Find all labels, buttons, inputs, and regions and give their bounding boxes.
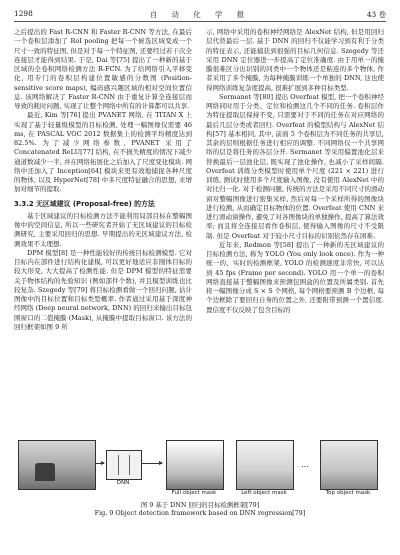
dnn-label: DNN [116, 480, 130, 486]
left-object-mask-image [236, 440, 294, 490]
top-object-mask-label: Top object mask [325, 490, 371, 496]
volume-label: 43 卷 [366, 10, 386, 19]
left-paragraph-1: 之后提出的 Fast R-CNN 和 Faster R-CNN 等方法, 在最后一个卷积层添加了 RoI pooling 把每一个候选区域变成一个尺寸一致的特征图, 但是对于每一个特征图, 还要经过若干次全连接层才能得到结果. 于是, Dai 等[75] 提出了一种新的基于区域的全卷积网络检测方法 R-FCN. 为了给网络引入平移变化, 用专门的卷积层构建位置敏感的分数图 (Position-sensitive score maps), 编码感兴趣区域的相对空间位置信息. 该网络解决了 Faster R-CNN 由于重复计算全连接层而导致的耗时问题, 实现了让整个网络中所有的计算都可以共享. [14, 28, 192, 110]
left-paragraph-4: DPM 模型[8] 是一种性能较好的传统目标检测模型. 它对目标内在部件进行结构化建模, 可以更好地适应非刚体目标的较大形变, 大大提高了检测性能. 但是 DPM 模型的特征需要关于物体结构的先验知识 (例如部件个数), 并且模型训练也比较复杂. Szegedy 等[79] 将目标检测看做一个回归问题, 估计图像中的目标位置和目标类型概率. 作者通过采用基于深度神经网络 (Deep neural network, DNN) 的回归来输出目标包围窗口的二值掩膜 (Mask), 从掩膜中提取目标窗口. 该方法的回归框架如图 9 所 [14, 248, 192, 331]
right-column [206, 28, 384, 315]
left-object-mask-label: Left object mask [241, 490, 287, 496]
figure-caption-english: Fig. 9 Object detection framework based on DNN regression[79] [94, 509, 306, 517]
full-object-mask-image [166, 440, 224, 490]
full-object-mask-label: Full object mask [171, 490, 217, 496]
arrow-to-dnn [96, 463, 104, 464]
input-image [18, 440, 96, 490]
top-object-mask-image [320, 440, 378, 490]
journal-title: 自 动 化 学 报 [149, 10, 251, 19]
right-paragraph-2: Sermanet 等[80] 提出 Overfeat 模型, 把一个卷积神经网络同时用于分类、定位和检测这几个不同的任务. 卷积层作为特征提取层保持不变, 只需要对于不同的任务在对应网络的最后几层分类或者回归. Overfeat 的模型结构与 AlexNet 结构[57] 基本相同, 其中, 前面 5 个卷积层为不同任务的共享层, 其余的层则根据任务进行相应的调整. 不同网络仅一个共享网络的层是将任务的各层分开. Sermanet 等采用偏置池化层来替换最后一层池化层, 既实现了池化操作, 也减小了采样间隔. Overfeat 训练分类模型时使用单个尺度 (221 × 221) 进行训练, 测试时使用多个尺度输入图像, 没有使用 AlexNet 中的对比归一化. 对于检测问题, 传统的方法是采用不同尺寸的滑动窗对整幅图像进行密集采样, 然后对每一个采样所得的图像块进行检测, 从而确定目标物体的位置. Overfeat 使用 CNN 来进行滑动窗操作, 避免了对各图像块的单独操作, 提高了算法效率; 而且将全连接层看作卷积层, 使得输入图像的尺寸不受限制. 但是 Overfeat 对于较小尺寸目标的识别依然存在困难. [206, 92, 384, 240]
figure-9 [14, 440, 386, 516]
left-column [14, 28, 192, 332]
left-paragraph-2: 最近, Kim 等[76] 提出 PVANET 网络, 在 TITAN X 上实现了基于轻量级模型的目标检测, 处理一幅图像仅需要 46 ms, 在 PASCAL VOC 2012 数据集上的检测平均精度达到 82.5%. 为了减少网络参数, PVANET 采用了 Concatenated ReLU[77] 结构, 在不损失精度的情况下减少通道数减少一半, 并在网络拓展化之后加入了尺度变化模块. 网络中还加入了 Inception[64] 模块来更有效地捕捉各种尺度的物体, 以及 HyperNet[78] 中多尺度特征融合的思想, 来增加对细节的提取. [14, 111, 192, 194]
figure-caption-chinese: 图 9 基于 DNN 回归的目标检测框架[79] [140, 501, 260, 509]
running-header [14, 9, 386, 22]
dnn-block [106, 450, 142, 480]
arrow-to-masks [142, 463, 162, 464]
left-paragraph-3: 基于区域建议的目标检测方法不能利用局部目标在整幅图像中的空间信息, 所以一些研究者开始了无区域建议的目标检测研究, 主要采用回归的思想. 早期提出的无区域建议方法, 检测效果不太理想. [14, 211, 192, 248]
section-heading-3-3-2: 3.3.2 无区域建议 (Proposal-free) 的方法 [14, 199, 155, 208]
right-paragraph-1: 示, 网络中采用的卷积神经网络是 AlexNet 结构, 但是用回归层代替最后一层. 基于 DNN 的回归不仅能学习到有利于分类的特征表示, 还能捕获到很强的目标几何信息. Szegedy 等还采用 DNN 定位器进一步提高了定位准确度. 由于用单一的掩膜很难区分出识别的同类中一个物体还是粘连的多个物体, 作者采用了多个掩膜, 为每种掩膜训练一个单独的 DNN, 这也使得网络训练复杂度提高, 很难扩展到多种目标类型. [206, 28, 384, 92]
page-number: 1298 [14, 9, 33, 18]
right-paragraph-3: 近年来, Redmon 等[58] 提出了一种新的无区域建议的目标检测方法, 称为 YOLO (You only look once). 作为一种统一的、实时的检测框架, YOLO 的检测速度非常快, 可以达到 45 fps (Frame per second). YOLO 用一个单一的卷积网络直接基于整幅图像来预测包围盒的位置及所属类别. 首先将一幅图像分成 S × S 个网格, 每个网格要预测 B 个边框, 每个边框除了要回归自身的位置之外, 还要附带预测一个置信度. 置信度不仅反映了包含目标的 [206, 240, 384, 314]
ellipsis-between-masks: … [301, 460, 309, 469]
